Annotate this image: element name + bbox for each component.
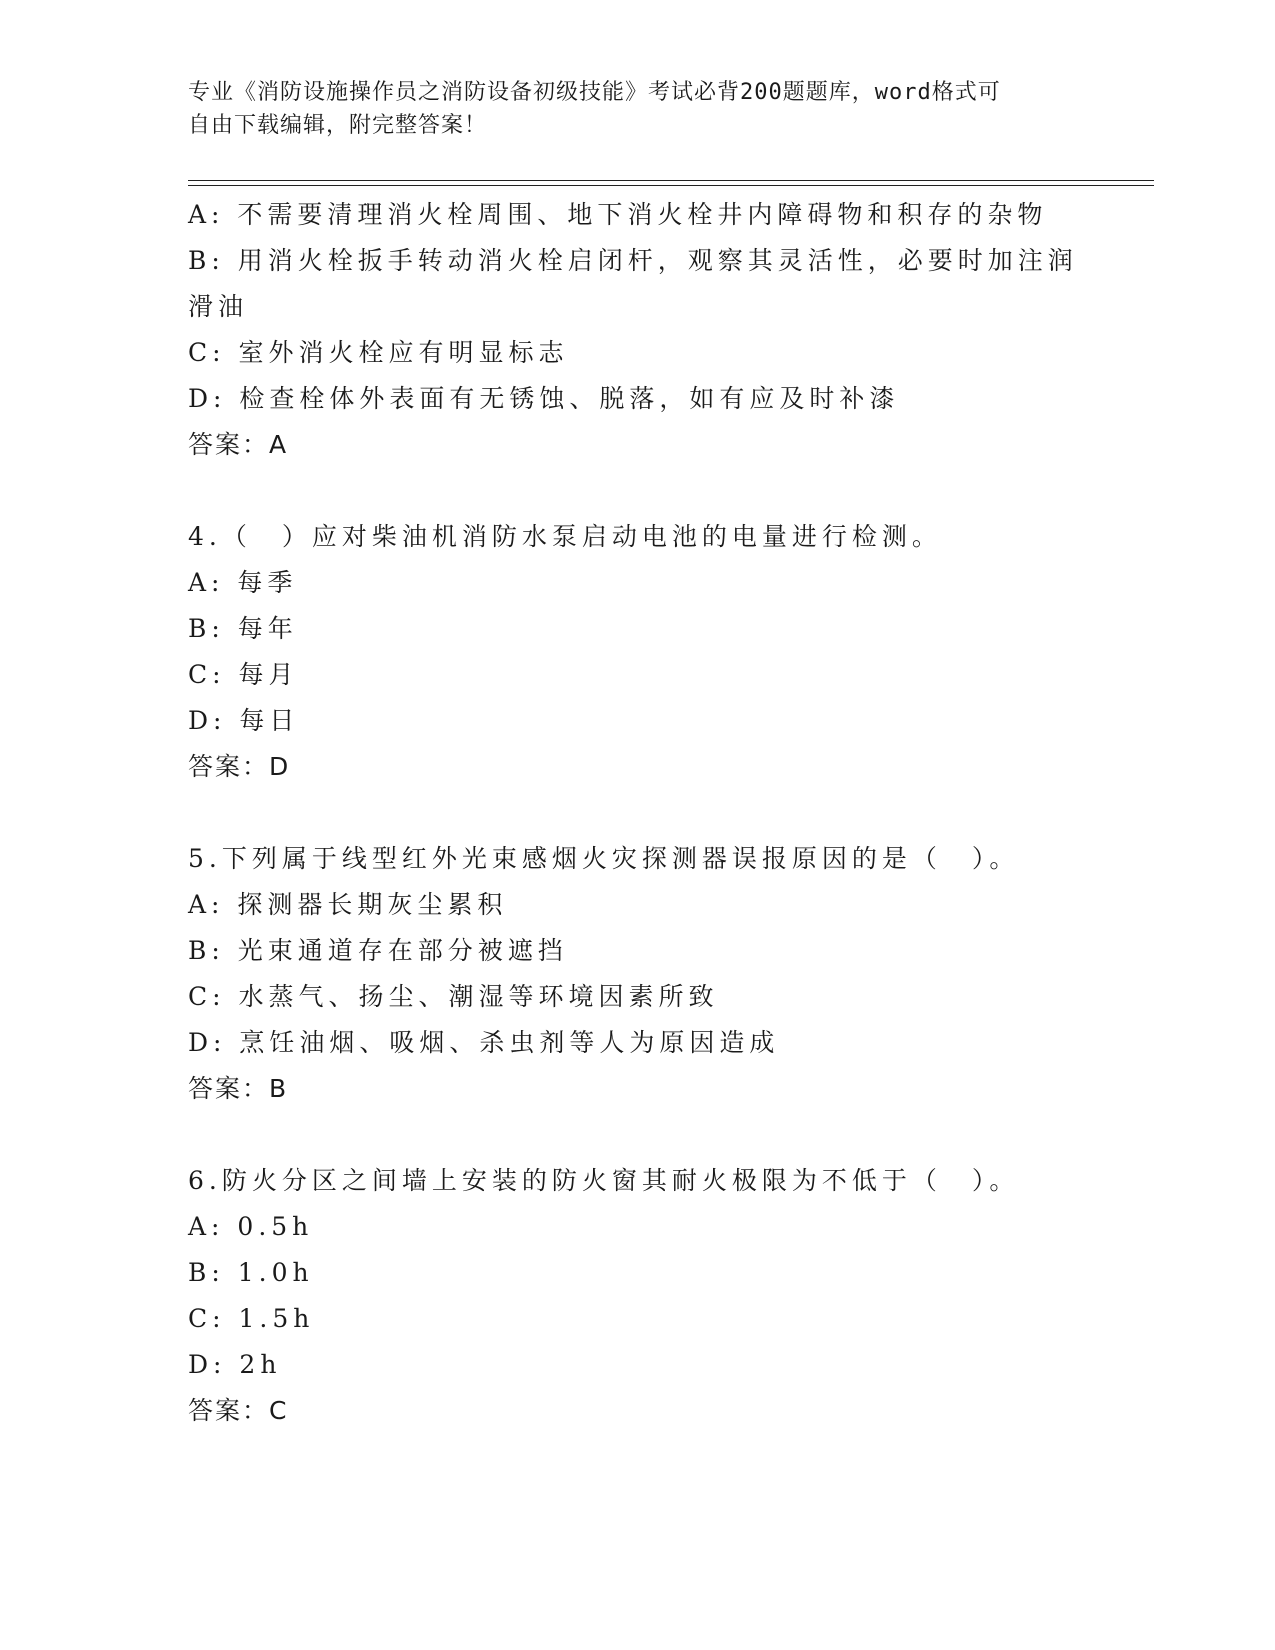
question-spacer [188, 790, 1088, 836]
question-spacer [188, 468, 1088, 514]
option-a: A: 0.5h [188, 1212, 314, 1241]
header-title-line-2: 自由下载编辑，附完整答案！ [188, 113, 488, 138]
question-list [188, 192, 1088, 1434]
question-spacer [188, 1112, 1088, 1158]
question-5 [188, 836, 1088, 1112]
option-b: B: 光束通道存在部分被遮挡 [188, 936, 568, 965]
option-c: C: 室外消火栓应有明显标志 [188, 338, 569, 367]
option-b: B: 1.0h [188, 1258, 314, 1287]
option-c: C: 每月 [188, 660, 299, 689]
document-header [188, 76, 1068, 142]
option-b: B: 用消火栓扳手转动消火栓启闭杆，观察其灵活性，必要时加注润滑油 [188, 246, 1078, 321]
option-a: A: 不需要清理消火栓周围、地下消火栓井内障碍物和积存的杂物 [188, 200, 1048, 229]
answer-line: 答案：B [188, 1074, 289, 1103]
option-a: A: 每季 [188, 568, 298, 597]
option-d: D: 烹饪油烟、吸烟、杀虫剂等人为原因造成 [188, 1028, 780, 1057]
question-stem: 4.（ ）应对柴油机消防水泵启动电池的电量进行检测。 [188, 522, 942, 551]
option-a: A: 探测器长期灰尘累积 [188, 890, 508, 919]
option-d: D: 检查栓体外表面有无锈蚀、脱落，如有应及时补漆 [188, 384, 900, 413]
question-6 [188, 1158, 1088, 1434]
answer-line: 答案：A [188, 430, 289, 459]
option-d: D: 每日 [188, 706, 300, 735]
question-stem: 6.防火分区之间墙上安装的防火窗其耐火极限为不低于（ ）。 [188, 1166, 1020, 1195]
answer-line: 答案：C [188, 1396, 289, 1425]
option-c: C: 1.5h [188, 1304, 315, 1333]
question-3 [188, 192, 1088, 468]
answer-line: 答案：D [188, 752, 291, 781]
option-b: B: 每年 [188, 614, 298, 643]
header-divider-bottom [188, 185, 1154, 186]
question-4 [188, 514, 1088, 790]
option-d: D: 2h [188, 1350, 282, 1379]
header-divider-top [188, 180, 1154, 181]
question-stem: 5.下列属于线型红外光束感烟火灾探测器误报原因的是（ ）。 [188, 844, 1020, 873]
option-c: C: 水蒸气、扬尘、潮湿等环境因素所致 [188, 982, 719, 1011]
header-title-line-1: 专业《消防设施操作员之消防设备初级技能》考试必背200题题库，word格式可 [188, 80, 1001, 105]
